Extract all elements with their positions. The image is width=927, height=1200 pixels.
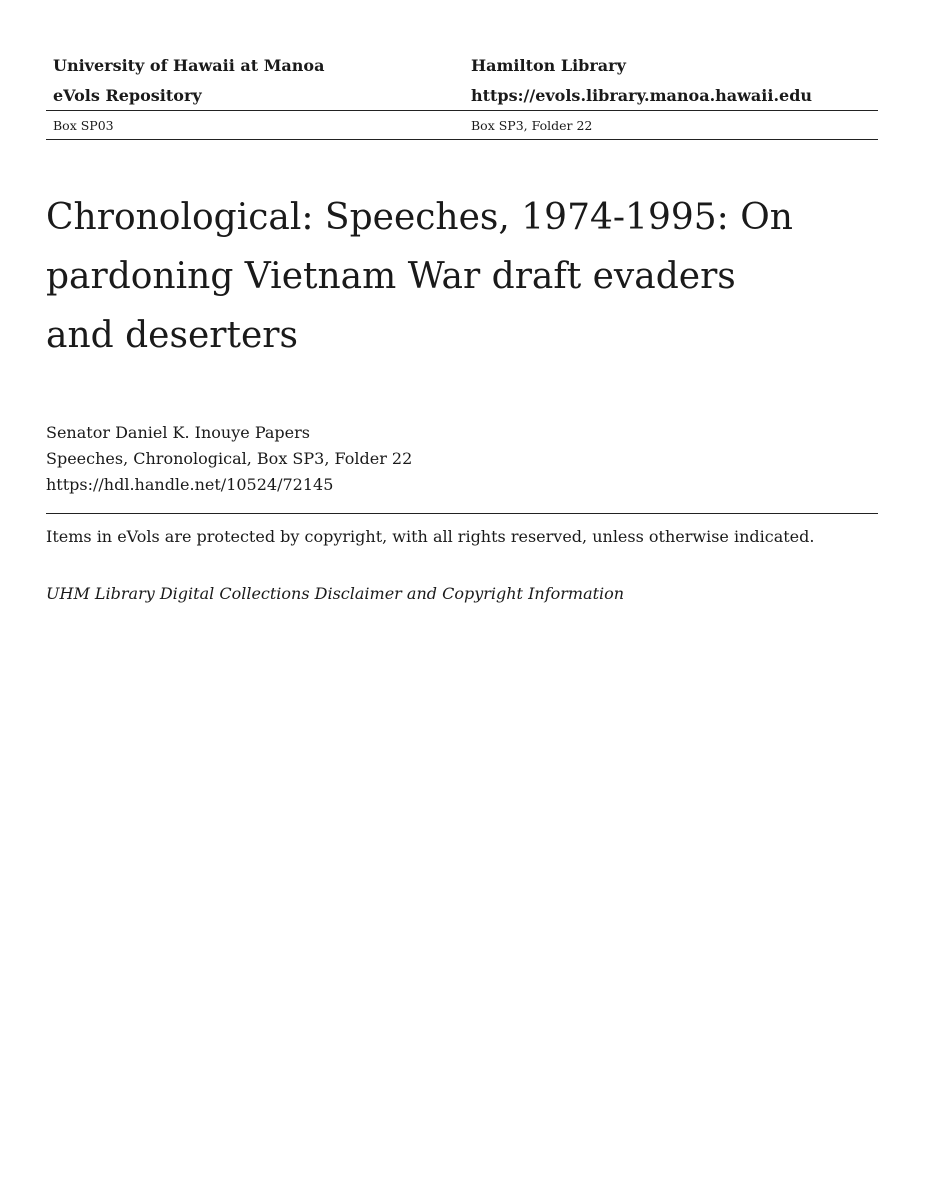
institution-name: University of Hawaii at Manoa — [53, 55, 325, 75]
series-location: Speeches, Chronological, Box SP3, Folder 22 — [46, 449, 413, 468]
disclaimer-link[interactable]: UHM Library Digital Collections Disclaimer and Copyright Information — [46, 584, 625, 603]
header-row-1 — [46, 50, 878, 80]
header-row-2 — [46, 80, 878, 110]
rights-statement: Items in eVols are protected by copyright, with all rights reserved, unless otherwise indicated. — [46, 527, 815, 546]
library-name: Hamilton Library — [471, 55, 626, 75]
document-header — [46, 50, 878, 140]
collection-name: Senator Daniel K. Inouye Papers — [46, 423, 310, 442]
footer-divider — [46, 513, 878, 514]
box-label-right: Box SP3, Folder 22 — [471, 117, 593, 133]
box-divider — [46, 139, 878, 140]
box-row — [46, 111, 878, 139]
repository-name: eVols Repository — [53, 85, 202, 105]
document-title: Chronological: Speeches, 1974-1995: On pardoning Vietnam War draft evaders and deserters — [46, 197, 793, 356]
box-label-left: Box SP03 — [53, 117, 114, 133]
handle-link[interactable]: https://hdl.handle.net/10524/72145 — [46, 475, 334, 494]
repository-url: https://evols.library.manoa.hawaii.edu — [471, 85, 813, 105]
document-metadata — [46, 420, 412, 498]
